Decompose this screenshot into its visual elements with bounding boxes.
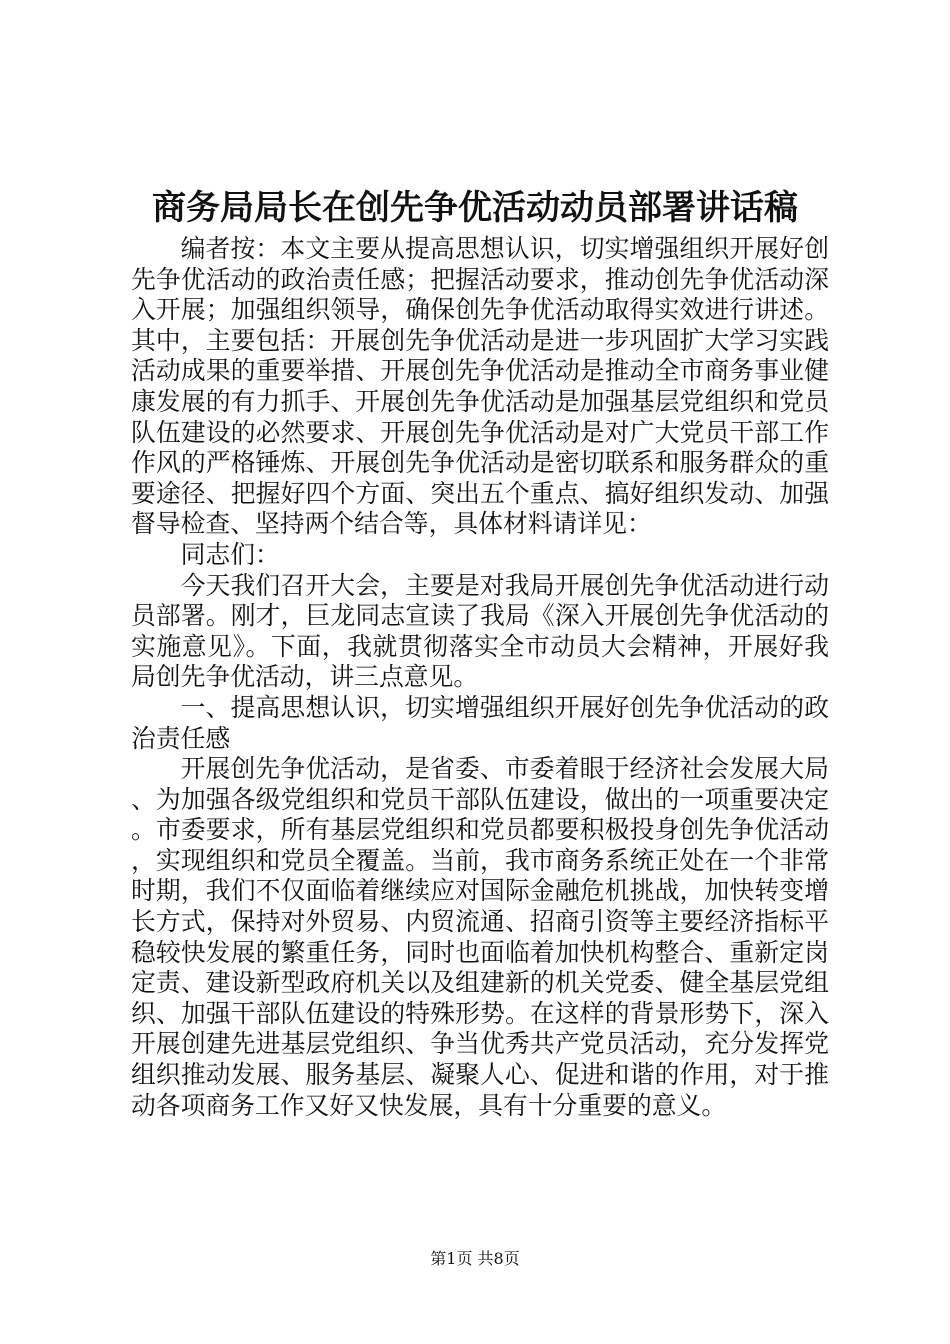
section-heading-1: 一、提高思想认识，切实增强组织开展好创先争优活动的政治责任感 <box>131 692 829 753</box>
opening-paragraph: 今天我们召开大会，主要是对我局开展创先争优活动进行动员部署。刚才，巨龙同志宣读了我局《深入开展创先争优活动的实施意见》。下面，我就贯彻落实全市动员大会精神，开展好我局创先争优活动，讲三点意见。 <box>131 570 829 692</box>
section-1-paragraph: 开展创先争优活动，是省委、市委着眼于经济社会发展大局、为加强各级党组织和党员干部队伍建设，做出的一项重要决定。市委要求，所有基层党组织和党员都要积极投身创先争优活动，实现组织和党员全覆盖。当前，我市商务系统正处在一个非常时期，我们不仅面临着继续应对国际金融危机挑战，加快转变增长方式，保持对外贸易、内贸流通、招商引资等主要经济指标平稳较快发展的繁重任务，同时也面临着加快机构整合、重新定岗定责、建设新型政府机关以及组建新的机关党委、健全基层党组织、加强干部队伍建设的特殊形势。在这样的背景形势下，深入开展创建先进基层党组织、争当优秀共产党员活动，充分发挥党组织推动发展、服务基层、凝聚人心、促进和谐的作用，对于推动各项商务工作又好又快发展，具有十分重要的意义。 <box>131 754 829 1120</box>
editor-note-paragraph: 编者按：本文主要从提高思想认识，切实增强组织开展好创先争优活动的政治责任感；把握活动要求，推动创先争优活动深入开展；加强组织领导，确保创先争优活动取得实效进行讲述。其中，主要包括：开展创先争优活动是进一步巩固扩大学习实践活动成果的重要举措、开展创先争优活动是推动全市商务事业健康发展的有力抓手、开展创先争优活动是加强基层党组织和党员队伍建设的必然要求、开展创先争优活动是对广大党员干部工作作风的严格锤炼、开展创先争优活动是密切联系和服务群众的重要途径、把握好四个方面、突出五个重点、搞好组织发动、加强督导检查、坚持两个结合等，具体材料请详见： <box>131 234 829 539</box>
page-footer: 第1页 共8页 <box>430 1249 520 1268</box>
document-title: 商务局局长在创先争优活动动员部署讲话稿 <box>152 188 798 228</box>
document-body <box>131 234 829 1121</box>
salutation-paragraph: 同志们： <box>180 539 280 569</box>
